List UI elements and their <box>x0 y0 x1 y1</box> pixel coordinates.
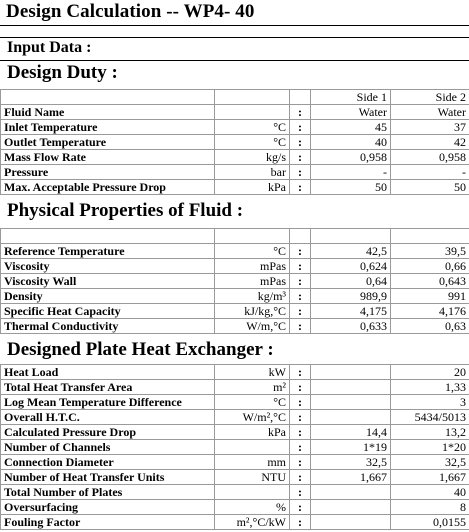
table-row <box>1 319 469 334</box>
row-label: Reference Temperature <box>1 244 215 259</box>
table-row <box>1 105 469 120</box>
table-row <box>1 274 469 289</box>
row-unit: NTU <box>215 470 290 485</box>
row-colon: : <box>290 515 311 530</box>
row-colon: : <box>290 259 311 274</box>
row-colon: : <box>290 380 311 395</box>
row-side1-value <box>311 485 391 500</box>
row-side2-value: 991 <box>391 289 469 304</box>
table-row <box>1 425 469 440</box>
row-side2-value: 0,66 <box>391 259 469 274</box>
row-colon: : <box>290 150 311 165</box>
row-colon: : <box>290 365 311 380</box>
row-label: Inlet Temperature <box>1 120 215 135</box>
row-label: Max. Acceptable Pressure Drop <box>1 180 215 195</box>
row-side2-value: 5434/5013 <box>391 410 469 425</box>
row-side1-value <box>311 515 391 530</box>
table-row <box>1 289 469 304</box>
row-unit <box>215 485 290 500</box>
row-colon: : <box>290 470 311 485</box>
row-side2-value: 0,0155 <box>391 515 469 530</box>
spacer-cell <box>311 229 391 244</box>
row-colon: : <box>290 289 311 304</box>
row-colon: : <box>290 425 311 440</box>
row-unit: kPa <box>215 180 290 195</box>
spacer-cell <box>391 229 469 244</box>
row-colon: : <box>290 274 311 289</box>
input-data-divider <box>0 60 469 61</box>
spacer-cell <box>290 229 311 244</box>
row-unit <box>215 105 290 120</box>
row-label: Calculated Pressure Drop <box>1 425 215 440</box>
row-unit: kJ/kg,°C <box>215 304 290 319</box>
row-unit: °C <box>215 135 290 150</box>
row-side2-value: 1*20 <box>391 440 469 455</box>
row-side1-value: 42,5 <box>311 244 391 259</box>
row-colon: : <box>290 395 311 410</box>
table-row <box>1 455 469 470</box>
row-side2-value: - <box>391 165 469 180</box>
row-unit: °C <box>215 120 290 135</box>
physical-properties-table <box>0 228 469 334</box>
row-side2-value: 50 <box>391 180 469 195</box>
row-colon: : <box>290 319 311 334</box>
table-row <box>1 470 469 485</box>
row-colon: : <box>290 440 311 455</box>
row-side2-value: 40 <box>391 485 469 500</box>
row-unit: mPas <box>215 259 290 274</box>
design-duty-table <box>0 89 469 195</box>
title-divider <box>0 25 469 26</box>
row-side2-value: 37 <box>391 120 469 135</box>
row-colon: : <box>290 455 311 470</box>
table-row <box>1 410 469 425</box>
row-label: Viscosity Wall <box>1 274 215 289</box>
row-side1-value: 40 <box>311 135 391 150</box>
row-side2-value: 1,33 <box>391 380 469 395</box>
row-label: Fouling Factor <box>1 515 215 530</box>
row-label: Total Heat Transfer Area <box>1 380 215 395</box>
row-label: Number of Channels <box>1 440 215 455</box>
row-side2-value: 4,176 <box>391 304 469 319</box>
row-side1-value: 32,5 <box>311 455 391 470</box>
row-unit: kW <box>215 365 290 380</box>
page-title: Design Calculation -- WP4- 40 <box>6 1 255 22</box>
row-side1-value: 1*19 <box>311 440 391 455</box>
row-unit: kPa <box>215 425 290 440</box>
row-colon: : <box>290 304 311 319</box>
table-row <box>1 165 469 180</box>
row-label: Pressure <box>1 165 215 180</box>
row-unit: m² <box>215 380 290 395</box>
row-side1-value <box>311 410 391 425</box>
row-colon: : <box>290 120 311 135</box>
row-side1-value: 989,9 <box>311 289 391 304</box>
row-unit: °C <box>215 395 290 410</box>
table-row <box>1 365 469 380</box>
row-colon: : <box>290 180 311 195</box>
row-colon: : <box>290 485 311 500</box>
input-data-label: Input Data : <box>7 39 92 56</box>
row-unit: mPas <box>215 274 290 289</box>
row-label: Specific Heat Capacity <box>1 304 215 319</box>
row-side2-value: 0,63 <box>391 319 469 334</box>
row-side1-value <box>311 380 391 395</box>
row-side1-value <box>311 395 391 410</box>
side2-header: Side 2 <box>391 90 469 105</box>
row-label: Log Mean Temperature Difference <box>1 395 215 410</box>
row-label: Density <box>1 289 215 304</box>
row-colon: : <box>290 410 311 425</box>
row-unit: W/m²,°C <box>215 410 290 425</box>
row-label: Overall H.T.C. <box>1 410 215 425</box>
row-side2-value: 32,5 <box>391 455 469 470</box>
row-side1-value <box>311 500 391 515</box>
row-unit <box>215 440 290 455</box>
row-side1-value: 0,64 <box>311 274 391 289</box>
row-side2-value: 42 <box>391 135 469 150</box>
title-divider-secondary <box>0 37 469 38</box>
row-colon: : <box>290 165 311 180</box>
table-row <box>1 135 469 150</box>
row-unit: bar <box>215 165 290 180</box>
table-row <box>1 180 469 195</box>
row-side2-value: 0,643 <box>391 274 469 289</box>
row-colon: : <box>290 135 311 150</box>
row-unit: kg/m³ <box>215 289 290 304</box>
spacer-cell <box>1 229 215 244</box>
header-colon-cell <box>290 90 311 105</box>
designed-phe-heading: Designed Plate Heat Exchanger : <box>7 339 274 360</box>
row-label: Viscosity <box>1 259 215 274</box>
table-row <box>1 244 469 259</box>
row-colon: : <box>290 105 311 120</box>
row-label: Outlet Temperature <box>1 135 215 150</box>
table-row <box>1 500 469 515</box>
table-row <box>1 380 469 395</box>
row-side1-value: 0,624 <box>311 259 391 274</box>
row-side1-value: Water <box>311 105 391 120</box>
row-side1-value: 4,175 <box>311 304 391 319</box>
row-side2-value: 20 <box>391 365 469 380</box>
row-colon: : <box>290 500 311 515</box>
table-row <box>1 120 469 135</box>
row-label: Heat Load <box>1 365 215 380</box>
row-unit: °C <box>215 244 290 259</box>
row-side1-value: 0,633 <box>311 319 391 334</box>
row-side1-value: 14,4 <box>311 425 391 440</box>
row-side1-value <box>311 365 391 380</box>
spacer-row <box>1 229 469 244</box>
row-side2-value: 0,958 <box>391 150 469 165</box>
row-side2-value: Water <box>391 105 469 120</box>
row-side2-value: 13,2 <box>391 425 469 440</box>
table-row <box>1 150 469 165</box>
row-side1-value: 45 <box>311 120 391 135</box>
design-duty-heading: Design Duty : <box>7 62 118 83</box>
row-side2-value: 8 <box>391 500 469 515</box>
row-side1-value: 50 <box>311 180 391 195</box>
row-side1-value: - <box>311 165 391 180</box>
row-side2-value: 1,667 <box>391 470 469 485</box>
design-duty-header-row <box>1 90 469 105</box>
physical-properties-heading: Physical Properties of Fluid : <box>7 200 244 221</box>
header-label-cell <box>1 90 215 105</box>
row-side2-value: 3 <box>391 395 469 410</box>
row-unit: W/m,°C <box>215 319 290 334</box>
row-colon: : <box>290 244 311 259</box>
table-row <box>1 259 469 274</box>
designed-phe-table <box>0 364 469 530</box>
row-unit: % <box>215 500 290 515</box>
row-label: Fluid Name <box>1 105 215 120</box>
row-label: Number of Heat Transfer Units <box>1 470 215 485</box>
table-row <box>1 304 469 319</box>
row-side1-value: 0,958 <box>311 150 391 165</box>
row-unit: mm <box>215 455 290 470</box>
table-row <box>1 485 469 500</box>
table-row <box>1 395 469 410</box>
header-unit-cell <box>215 90 290 105</box>
row-label: Thermal Conductivity <box>1 319 215 334</box>
row-label: Connection Diameter <box>1 455 215 470</box>
row-label: Mass Flow Rate <box>1 150 215 165</box>
row-unit: m²,°C/kW <box>215 515 290 530</box>
table-row <box>1 440 469 455</box>
table-row <box>1 515 469 530</box>
row-label: Total Number of Plates <box>1 485 215 500</box>
row-side1-value: 1,667 <box>311 470 391 485</box>
side1-header: Side 1 <box>311 90 391 105</box>
spacer-cell <box>215 229 290 244</box>
row-side2-value: 39,5 <box>391 244 469 259</box>
row-label: Oversurfacing <box>1 500 215 515</box>
row-unit: kg/s <box>215 150 290 165</box>
